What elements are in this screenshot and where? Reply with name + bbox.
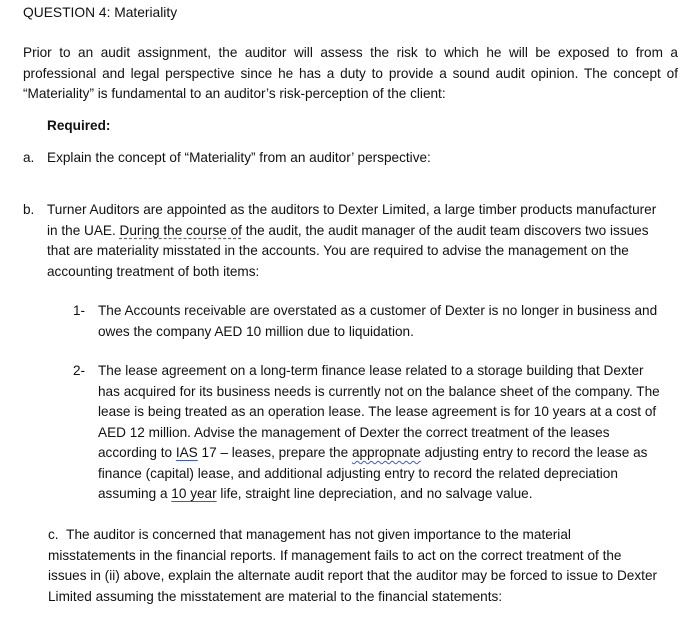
part-b-flagged-phrase: During the course of (119, 222, 242, 238)
required-heading: Required: (47, 118, 111, 133)
part-c-marker: c. (48, 527, 59, 542)
part-b-item-2-text-1: The lease agreement on a long-term finance lease related to a storage building that Dexter has acquired for its business needs is currently not on the balance sheet of the company. The lease is being treated as an operation lease. The lease agreement is for 10 years at a cost of AED 12 million. Advise the management of Dexter the correct treatment of the leases according to (98, 363, 660, 460)
part-a-marker: a. (23, 150, 35, 165)
part-b-marker: b. (23, 202, 35, 217)
part-b-item-2-text-3: 17 – leases, prepare the (197, 445, 352, 460)
part-c (48, 525, 660, 607)
flagged-appropnate: appropnate (351, 445, 421, 460)
part-b-item-2-text-5: adjusting entry to record the lease as finance (capital) lease, and additional adjusting entry to record the related depreciation assuming a (98, 445, 648, 501)
part-b (23, 200, 665, 282)
part-b-item-1-marker: 1- (73, 303, 86, 318)
flagged-10-year: 10 year (171, 486, 217, 501)
part-b-text-1: Turner Auditors are appointed as the auditors to Dexter Limited, a large timber products manufacturer in the UAE. (47, 202, 657, 238)
question-title: QUESTION 4: Materiality (23, 5, 178, 20)
part-b-item-2-marker: 2- (73, 363, 86, 378)
part-a (23, 148, 663, 169)
part-b-text-3: the audit, the audit manager of the audit team discovers two issues that are materiality misstated in the accounts. You are required to advise the management on the accounting treatment of both items: (47, 222, 649, 279)
part-b-text (47, 200, 665, 282)
part-b-item-2 (73, 361, 665, 505)
part-b-item-1-text: The Accounts receivable are overstated as a customer of Dexter is no longer in business and owes the company AED 10 million due to liquidation. (98, 303, 658, 339)
flagged-ias: IAS (175, 445, 198, 460)
part-b-item-2-text (98, 361, 665, 505)
part-b-item-2-text-7: life, straight line depreciation, and no salvage value. (216, 486, 533, 501)
part-c-text: The auditor is concerned that management has not given importance to the material misstatements in the financial reports. If management fails to act on the correct treatment of the issues in (ii) above, explain the alternate audit report that the auditor may be forced to issue to Dexter Limited assuming the misstatement are material to the financial statements: (48, 527, 658, 604)
part-b-item-1 (73, 301, 673, 342)
part-a-text: Explain the concept of “Materiality” from an auditor’ perspective: (47, 150, 431, 165)
intro-paragraph: Prior to an audit assignment, the auditor will assess the risk to which he will be exposed to from a professional and legal perspective since he has a duty to provide a sound audit opinion. The concept of “Materiality” is fundamental to an auditor’s risk-perception of the client: (23, 45, 678, 101)
